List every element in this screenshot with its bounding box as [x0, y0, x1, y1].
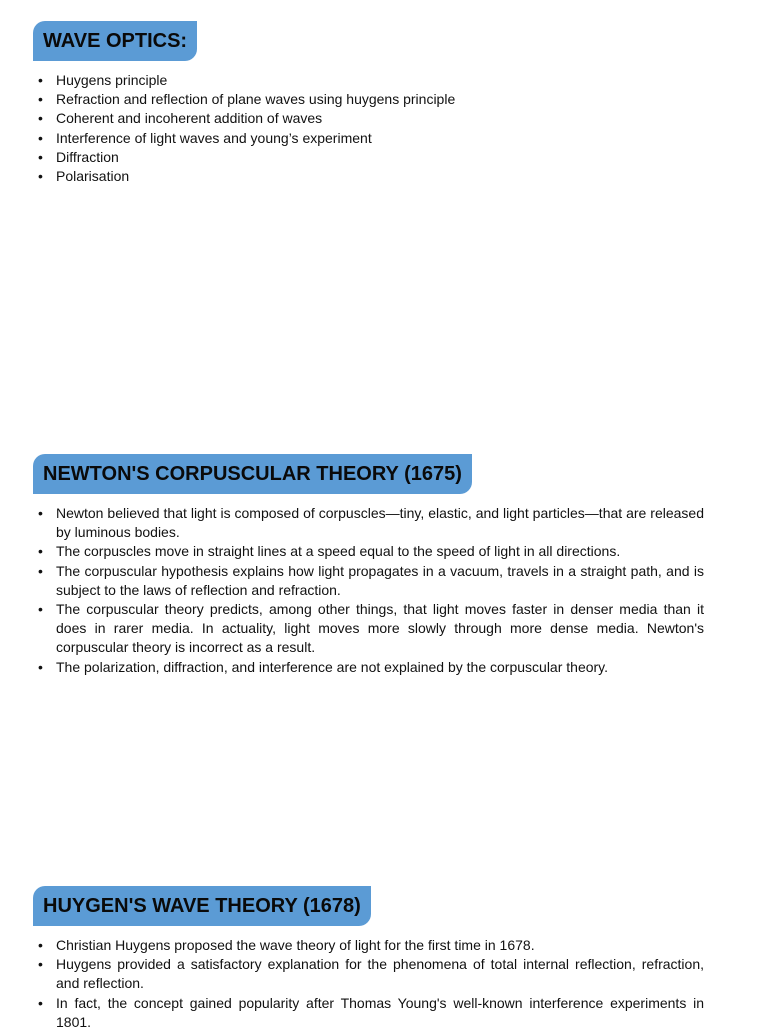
bullet-icon: • — [38, 658, 43, 675]
list-item: • Christian Huygens proposed the wave theory of light for the first time in 1678. — [33, 936, 704, 955]
huygen-list — [33, 936, 704, 1032]
list-item: • Diffraction — [33, 148, 704, 167]
list-item: • Huygens principle — [33, 71, 704, 90]
list-item: • The corpuscular hypothesis explains how light propagates in a vacuum, travels in a straight path, and is subject to the laws of reflection and refraction. — [38, 562, 704, 598]
bullet-icon: • — [38, 937, 43, 953]
bullet-icon: • — [38, 72, 43, 88]
list-item: • The corpuscles move in straight lines at a speed equal to the speed of light in all directions. — [33, 542, 704, 561]
newton-list — [33, 504, 704, 677]
newton-heading: NEWTON'S CORPUSCULAR THEORY (1675) — [33, 454, 472, 494]
bullet-icon: • — [38, 168, 43, 185]
bullet-icon: • — [38, 956, 43, 973]
list-item: • Huygens provided a satisfactory explanation for the phenomena of total internal reflection, refraction, and reflection. — [38, 956, 704, 992]
newton-section — [33, 454, 704, 677]
bullet-icon: • — [38, 505, 43, 521]
wave-optics-section — [33, 21, 704, 186]
bullet-icon: • — [38, 91, 43, 108]
list-item: • Coherent and incoherent addition of waves — [33, 109, 704, 128]
bullet-icon: • — [38, 110, 43, 127]
list-item: • Refraction and reflection of plane waves using huygens principle — [33, 90, 704, 109]
list-item: • Polarisation — [33, 167, 704, 186]
list-item: • The corpuscular theory predicts, among other things, that light moves faster in denser media than it does in rarer media. In actuality, light moves more slowly through more dense media. Newton's corpuscular theory is incorrect as a result. — [38, 601, 704, 656]
wave-optics-heading: WAVE OPTICS: — [33, 21, 197, 61]
bullet-icon: • — [38, 994, 43, 1011]
list-item: • The polarization, diffraction, and interference are not explained by the corpuscular theory. — [33, 658, 704, 677]
huygen-section — [33, 886, 704, 1032]
huygen-heading: HUYGEN'S WAVE THEORY (1678) — [33, 886, 371, 926]
bullet-icon: • — [38, 601, 43, 618]
bullet-icon: • — [38, 148, 43, 165]
list-item: • Interference of light waves and young’s experiment — [33, 129, 704, 148]
wave-optics-list — [33, 71, 704, 186]
list-item: • In fact, the concept gained popularity after Thomas Young's well-known interference experiments in 1801. — [38, 994, 704, 1030]
list-item: • Newton believed that light is composed of corpuscles—tiny, elastic, and light particles—that are released by luminous bodies. — [38, 505, 704, 541]
bullet-icon: • — [38, 543, 43, 560]
bullet-icon: • — [38, 562, 43, 579]
bullet-icon: • — [38, 129, 43, 146]
